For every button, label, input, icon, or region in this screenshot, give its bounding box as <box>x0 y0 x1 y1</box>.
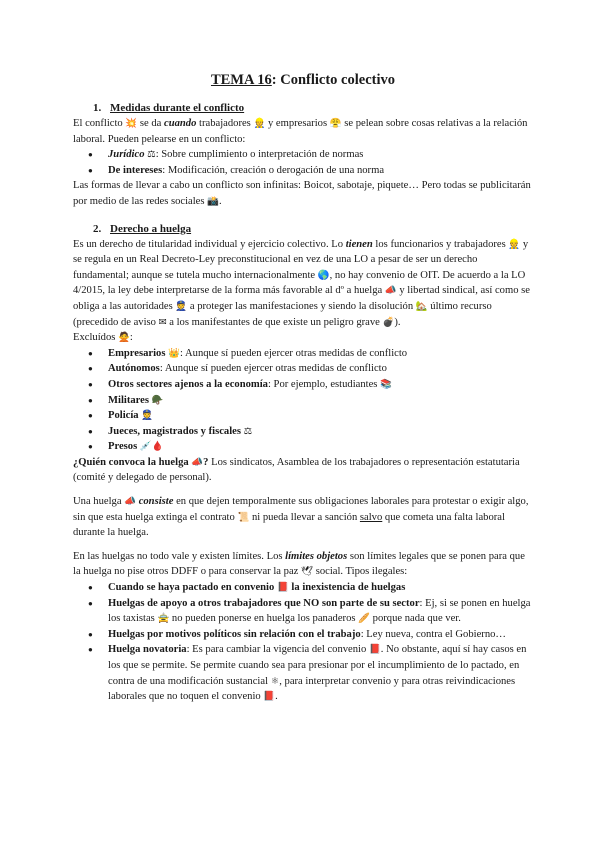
text-run: social. Tipos ilegales: <box>313 566 408 578</box>
list-item <box>73 163 533 179</box>
section-1-number: 1. <box>93 102 102 114</box>
emphasis-cuando: cuando <box>164 118 197 129</box>
scroll-icon: 📜 <box>237 511 250 523</box>
text-run: Excluídos <box>73 332 119 344</box>
underlined-salvo: salvo <box>359 511 383 523</box>
convoca-question <box>73 457 208 468</box>
text-run: y se regula en un Real Decreto-Ley preconstitucional en vez de una LO a pesar de ser un derecho fundamental; aunque se tutela mucho internacionalmente <box>73 238 529 281</box>
text-run: a proteger las manifestaciones y siendo la disolución <box>187 300 416 312</box>
list-item <box>73 393 533 409</box>
list-item-term: Jurídico <box>108 149 145 161</box>
section-2-title: Derecho a huelga <box>110 222 192 235</box>
red-book-icon: 📕 <box>263 691 276 703</box>
text-run: no pueden ponerse en huelga los panaderos <box>169 613 359 625</box>
list-item <box>73 408 533 424</box>
consiste-paragraph <box>73 494 533 541</box>
section-2-paragraph <box>73 237 533 331</box>
text-run: . <box>219 195 222 207</box>
envelope-icon: ✉ <box>158 316 167 328</box>
page-title <box>73 70 533 90</box>
excluded-list <box>73 346 533 455</box>
text-run: se pelean sobre cosas relativas a la relación laboral. Pueden pelearse en un conflicto: <box>73 118 528 145</box>
text-run: ¿Quién convoca la huelga <box>73 456 192 468</box>
list-item-term: Otros sectores ajenos a la economía <box>108 378 268 390</box>
atom-icon: ⚛ <box>270 675 280 687</box>
limites-paragraph <box>73 549 533 580</box>
text-run: a los manifestantes de que existe un peligro grave <box>166 316 383 328</box>
excluded-label <box>73 330 533 346</box>
list-item-term: Jueces, magistrados y fiscales <box>108 425 241 437</box>
list-item-term: Huelga novatoria <box>108 644 187 656</box>
megaphone-icon: 📣 <box>124 496 137 508</box>
list-item-term: Autónomos <box>108 363 160 375</box>
section-1-intro <box>73 116 533 147</box>
convoca-paragraph <box>73 455 533 486</box>
list-item-text: : Ley nueva, contra el Gobierno… <box>360 628 507 640</box>
police-officer-icon: 👮 <box>141 410 154 422</box>
text-run: , no hay convenio de OIT. De acuerdo a la LO 4/2015, la ley debe interpretarse de la forma más favorable al dº a huelga <box>73 269 526 297</box>
text-run: Una huelga <box>73 496 125 508</box>
list-item-term: Huelgas de apoyo a otros trabajadores que NO son parte de su sector <box>108 597 420 609</box>
list-item <box>73 627 533 643</box>
text-run: : <box>129 332 133 344</box>
megaphone-icon: 📣 <box>191 456 204 468</box>
text-run: en que dejen temporalmente sus obligaciones laborales para protestar o exigir algo, sin que esta huelga extinga el contrato <box>73 496 529 523</box>
crown-icon: 👑 <box>168 347 180 359</box>
text-run: El conflicto <box>73 118 126 129</box>
house-icon: 🏡 <box>415 300 428 312</box>
text-run: trabajadores <box>196 118 254 129</box>
text-run: ni pueda llevar a sanción <box>249 511 360 523</box>
taxi-icon: 🚖 <box>157 613 170 625</box>
police-icon: 👮 <box>175 300 188 312</box>
worker-icon: 👷 <box>253 118 266 129</box>
books-icon: 📚 <box>380 378 392 390</box>
list-item <box>73 361 533 377</box>
section-1-outro <box>73 178 533 209</box>
list-item <box>73 596 533 627</box>
section-2-number: 2. <box>93 222 102 235</box>
section-1-heading <box>93 100 533 116</box>
list-item-text: : Por ejemplo, estudiantes <box>267 378 381 390</box>
list-item <box>73 377 533 393</box>
list-item-term: Presos <box>108 441 138 453</box>
title-topic: TEMA 16 <box>210 72 272 88</box>
worker-icon: 👷 <box>508 238 521 250</box>
text-run: la inexistencia de huelgas <box>288 582 406 594</box>
list-item-text: : Sobre cumplimiento o interpretación de normas <box>155 149 364 161</box>
list-item-text: : Aunque sí pueden ejercer otras medidas de conflicto <box>159 363 387 375</box>
list-item-term: Huelgas por motivos políticos sin relación con el trabajo <box>108 628 361 640</box>
syringe-icon: 💉 <box>139 441 152 453</box>
dove-icon: 🕊 <box>301 566 314 578</box>
list-item-term: Militares <box>108 394 149 406</box>
list-item-text: : Aunque sí pueden ejercer otras medidas de conflicto <box>179 347 408 359</box>
emphasis-limites-objetos: límites objetos <box>285 550 348 562</box>
text-run: : Es para cambiar la vigencia del convenio <box>186 644 369 656</box>
list-item-term: Empresarios <box>108 347 166 359</box>
baguette-icon: 🥖 <box>358 613 370 625</box>
list-item-term: De intereses <box>108 164 163 176</box>
list-item-text: : Modificación, creación o derogación de una norma <box>162 164 385 176</box>
emphasis-consiste: consiste <box>138 496 174 508</box>
text-run: y libertad sindical, así como se obliga a las autoridades <box>73 285 530 312</box>
text-run: último recurso (precedido de aviso <box>73 300 492 328</box>
text-run: porque nada que ver. <box>370 613 461 625</box>
conflict-types-list <box>73 147 533 178</box>
text-run: Cuando se haya pactado en convenio <box>108 582 277 594</box>
text-run: . No obstante, aquí sí hay casos en los que se permite. Se permite cuando sea para presionar por el incumplimiento de lo pactado, en contra de una modificación sustancial <box>108 644 527 687</box>
title-rest: : Conflicto colectivo <box>271 72 396 88</box>
text-run: Los sindicatos, Asamblea de los trabajadores o representación estatutaria (comité y delegado de personal). <box>73 456 520 484</box>
section-2-heading <box>93 221 533 237</box>
list-item <box>73 424 533 440</box>
list-item-term <box>108 582 405 593</box>
text-run: y empresarios <box>265 118 330 129</box>
text-run: son límites legales que se ponen para que la huelga no pise otros DDFF o para conservar la paz <box>73 550 525 578</box>
text-run: ? <box>203 456 209 468</box>
document-body <box>73 70 533 705</box>
scales-icon: ⚖ <box>243 425 253 437</box>
list-item <box>73 642 533 704</box>
text-run: ). <box>394 316 401 328</box>
list-item <box>73 346 533 362</box>
text-run: : Ej, si se ponen en huelga los taxistas <box>108 597 531 625</box>
text-run: Las formas de llevar a cabo un conflicto son infinitas: Boicot, sabotaje, piquete… Pero todas se publicitarán por medio de las redes sociales <box>73 180 531 207</box>
section-1-title: Medidas durante el conflicto <box>110 102 245 114</box>
illegal-strikes-list <box>73 580 533 705</box>
text-run: se da <box>137 118 164 129</box>
red-book-icon: 📕 <box>368 644 381 656</box>
collision-icon: 💥 <box>125 118 138 129</box>
blood-drop-icon: 🩸 <box>151 441 164 453</box>
list-item <box>73 439 533 455</box>
scales-icon: ⚖ <box>147 149 156 161</box>
red-book-icon: 📕 <box>276 582 289 594</box>
woman-gesturing-no-icon: 🙅 <box>118 332 130 344</box>
list-item-term: Policía <box>108 410 139 422</box>
emphasis-tienen: tienen <box>345 238 373 250</box>
globe-icon: 🌎 <box>317 269 330 281</box>
list-item <box>73 147 533 163</box>
megaphone-icon: 📣 <box>384 285 397 297</box>
list-item <box>73 580 533 596</box>
text-run: , para interpretar convenio y para otras reivindicaciones laborales que no toquen el convenio <box>108 675 516 703</box>
angry-face-icon: 😤 <box>329 118 342 129</box>
bomb-icon: 💣 <box>382 316 395 328</box>
camera-icon: 📸 <box>207 195 219 207</box>
text-run: los funcionarios y trabajadores <box>372 238 509 250</box>
text-run: que cometa una falta laboral durante la huelga. <box>73 511 505 539</box>
text-run: . <box>275 691 278 703</box>
text-run: En las huelgas no todo vale y existen límites. Los <box>73 550 286 562</box>
text-run: Es un derecho de titularidad individual y ejercicio colectivo. Lo <box>73 238 346 250</box>
military-helmet-icon: 🪖 <box>151 394 164 406</box>
